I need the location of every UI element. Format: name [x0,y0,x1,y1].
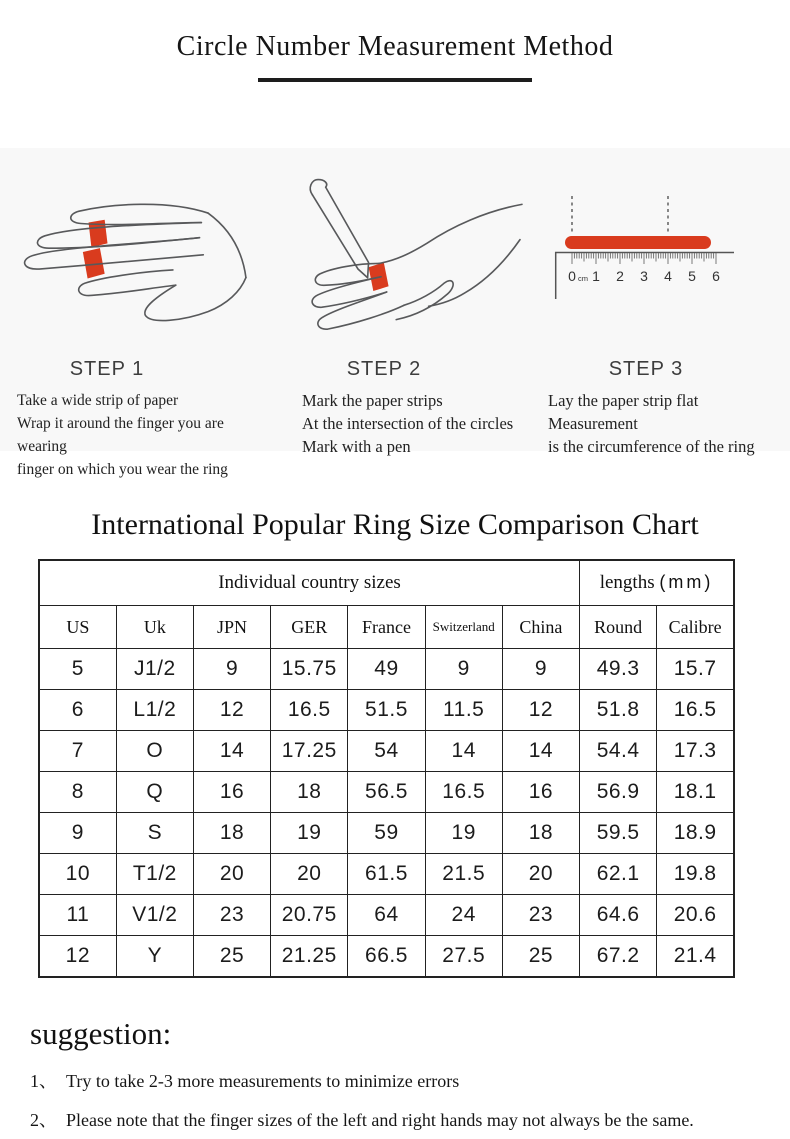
measurement-steps-band [0,148,790,478]
hand-with-pen-icon [276,152,524,352]
pen-cap [310,180,326,195]
table-cell: 19 [425,813,502,854]
table-cell: O [116,731,193,772]
table-cell: 21.25 [271,936,348,978]
table-row [39,854,734,895]
suggestion-item-1-text: Try to take 2-3 more measurements to minimize errors [66,1071,460,1091]
step2-description [270,389,530,458]
table-row [39,690,734,731]
suggestion-item-2-number: 2、 [30,1110,57,1130]
step3-line-2: Measurement [548,414,638,433]
step-1-column [0,148,270,478]
ruler-number-0: 0 [568,268,576,284]
table-cell: 16 [502,772,579,813]
table-cell: 18 [193,813,270,854]
table-cell: 12 [39,936,116,978]
table-cell: 20.6 [657,895,734,936]
table-cell: 9 [502,649,579,690]
step-3-column [530,148,790,456]
table-cell: 15.75 [271,649,348,690]
table-cell: 14 [502,731,579,772]
ring-size-table-body [39,649,734,978]
table-cell: 64 [348,895,425,936]
step1-illustration [0,148,270,354]
guide-dashes [572,196,668,234]
table-cell: 23 [193,895,270,936]
suggestion-item-1-number: 1、 [30,1071,57,1091]
col-header-china: China [502,606,579,649]
table-cell: 10 [39,854,116,895]
table-cell: 8 [39,772,116,813]
table-cell: 19.8 [657,854,734,895]
table-cell: 21.5 [425,854,502,895]
table-cell: 66.5 [348,936,425,978]
table-cell: 16.5 [425,772,502,813]
table-cell: 21.4 [657,936,734,978]
step1-line-3: finger on which you wear the ring [17,461,228,478]
step2-line-2: At the intersection of the circles [302,414,514,433]
step2-illustration [270,148,530,354]
table-cell: 11.5 [425,690,502,731]
lengths-unit: (mm) [659,572,714,592]
table-cell: T1/2 [116,854,193,895]
table-cell: S [116,813,193,854]
ruler-measurement-icon [530,152,790,352]
table-cell: 16 [193,772,270,813]
table-cell: 64.6 [580,895,657,936]
table-cell: 20 [502,854,579,895]
group-header-lengths [580,560,734,606]
table-row [39,895,734,936]
group-header-row [39,560,734,606]
cm-unit-label: cm [578,274,588,283]
table-cell: Y [116,936,193,978]
table-cell: 62.1 [580,854,657,895]
table-cell: Q [116,772,193,813]
table-cell: 59 [348,813,425,854]
suggestion-item-1 [30,1069,790,1093]
ruler-number-4: 4 [664,268,672,284]
step3-label: STEP 3 [608,358,684,380]
table-row [39,772,734,813]
table-cell: 12 [502,690,579,731]
ruler-ticks [572,253,716,264]
ruler-number-1: 1 [592,268,600,284]
ruler-number-3: 3 [640,268,648,284]
page-header [0,0,790,82]
table-cell: 20 [271,854,348,895]
table-cell: 9 [425,649,502,690]
table-cell: 17.25 [271,731,348,772]
col-header-us: US [39,606,116,649]
table-cell: 54.4 [580,731,657,772]
table-cell: 59.5 [580,813,657,854]
table-cell: 9 [193,649,270,690]
col-header-switzerland: Switzerland [425,606,502,649]
ruler-number-2: 2 [616,268,624,284]
table-cell: 51.5 [348,690,425,731]
table-cell: 18.1 [657,772,734,813]
table-cell: 9 [39,813,116,854]
table-row [39,936,734,978]
table-cell: 20 [193,854,270,895]
column-header-row [39,606,734,649]
table-cell: 54 [348,731,425,772]
col-header-france: France [348,606,425,649]
table-cell: 56.9 [580,772,657,813]
lengths-label: lengths [599,572,655,593]
table-cell: 17.3 [657,731,734,772]
table-row [39,649,734,690]
pen-and-hand-outline [310,180,522,330]
page-title: Circle Number Measurement Method [176,31,614,62]
hand-outline [25,204,246,320]
table-cell: 6 [39,690,116,731]
table-cell: 24 [425,895,502,936]
table-cell: 16.5 [657,690,734,731]
suggestion-item-2 [30,1108,790,1132]
suggestion-item-2-text: Please note that the finger sizes of the left and right hands may not always be the same. [66,1110,694,1130]
step2-line-3: Mark with a pen [302,437,411,456]
table-cell: 15.7 [657,649,734,690]
col-header-jpn: JPN [193,606,270,649]
table-cell: 18 [502,813,579,854]
step1-line-1: Take a wide strip of paper [17,392,179,409]
table-cell: 19 [271,813,348,854]
step2-line-1: Mark the paper strips [302,391,443,410]
table-cell: 7 [39,731,116,772]
col-header-uk: Uk [116,606,193,649]
step3-line-3: is the circumference of the ring [548,437,755,456]
col-header-calibre: Calibre [657,606,734,649]
table-cell: 49 [348,649,425,690]
table-cell: 14 [193,731,270,772]
table-cell: 12 [193,690,270,731]
ring-size-comparison-table [38,559,735,978]
step3-illustration [530,148,790,354]
table-cell: J1/2 [116,649,193,690]
table-cell: 49.3 [580,649,657,690]
step1-description [0,389,270,481]
table-cell: 18.9 [657,813,734,854]
step3-line-1: Lay the paper strip flat [548,391,699,410]
table-cell: 67.2 [580,936,657,978]
table-cell: 25 [193,936,270,978]
step2-label: STEP 2 [346,358,422,380]
table-cell: 51.8 [580,690,657,731]
col-header-ger: GER [271,606,348,649]
table-cell: 56.5 [348,772,425,813]
step3-description [530,389,790,458]
col-header-round: Round [580,606,657,649]
step1-label: STEP 1 [69,358,145,380]
ruler-numbers [568,268,720,284]
step-2-column [270,148,530,456]
suggestion-section [30,1014,790,1132]
table-cell: 27.5 [425,936,502,978]
table-cell: 61.5 [348,854,425,895]
table-cell: 25 [502,936,579,978]
table-cell: V1/2 [116,895,193,936]
suggestion-heading: suggestion: [30,1016,172,1051]
paper-strip-flat [565,236,711,249]
group-header-individual: Individual country sizes [39,560,580,606]
table-cell: 11 [39,895,116,936]
chart-title: International Popular Ring Size Comparison Chart [91,508,699,541]
table-cell: 5 [39,649,116,690]
table-cell: 18 [271,772,348,813]
table-cell: 16.5 [271,690,348,731]
table-cell: 20.75 [271,895,348,936]
table-cell: 14 [425,731,502,772]
ruler-number-5: 5 [688,268,696,284]
table-cell: 23 [502,895,579,936]
table-row [39,813,734,854]
table-row [39,731,734,772]
ruler-number-6: 6 [712,268,720,284]
step1-line-2: Wrap it around the finger you are wearing [17,415,224,455]
title-underline [258,78,532,82]
table-cell: L1/2 [116,690,193,731]
hand-with-paper-strip-icon [7,152,263,350]
